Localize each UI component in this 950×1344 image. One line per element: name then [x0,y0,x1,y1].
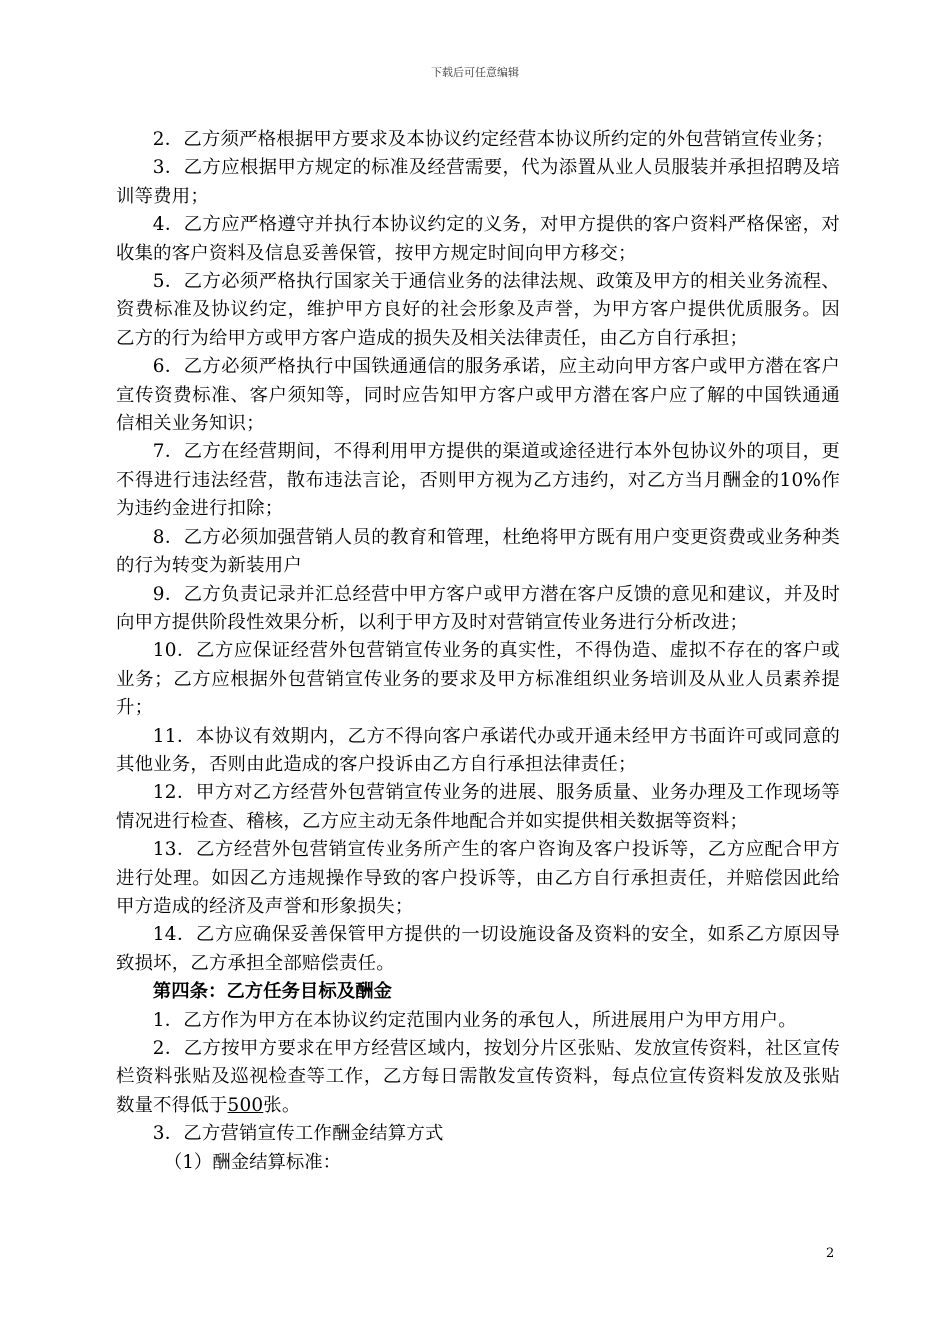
task-clause-2-tail: 张。 [263,1094,301,1116]
task-clause-2-text: 2．乙方按甲方要求在甲方经营区域内，按划分片区张贴、发放宣传资料，社区宣传栏资料张贴及巡视检查等工作，乙方每日需散发宣传资料，每点位宣传资料发放及张贴数量不得低于 [116,1038,840,1116]
clause-14: 14．乙方应确保妥善保管甲方提供的一切设施设备及资料的安全，如系乙方原因导致损坏，乙方承担全部赔偿责任。 [116,924,840,974]
page-header: 下载后可任意编辑 [431,66,519,79]
clause-13: 13．乙方经营外包营销宣传业务所产生的客户咨询及客户投诉等，乙方应配合甲方进行处理。如因乙方违规操作导致的客户投诉等，由乙方自行承担责任，并赔偿因此给甲方造成的经济及声誉和形象损失； [116,839,840,917]
section-heading: 第四条：乙方任务目标及酬金 [152,981,392,1003]
clause-9: 9．乙方负责记录并汇总经营中甲方客户或甲方潜在客户反馈的意见和建议，并及时向甲方提供阶段性效果分析，以利于甲方及时对营销宣传业务进行分析改进； [116,583,840,633]
clause-6: 6．乙方必须严格执行中国铁通通信的服务承诺，应主动向甲方客户或甲方潜在客户宣传资费标准、客户须知等，同时应告知甲方客户或甲方潜在客户应了解的中国铁通通信相关业务知识； [116,356,840,435]
task-clause-2 [116,1035,840,1120]
page-number: 2 [826,1246,835,1261]
task-clause-3: 3．乙方营销宣传工作酬金结算方式 [152,1123,444,1145]
clause-5: 5．乙方必须严格执行国家关于通信业务的法律法规、政策及甲方的相关业务流程、资费标准及协议约定，维护甲方良好的社会形象及声誉，为甲方客户提供优质服务。因乙方的行为给甲方或甲方客户造成的损失及相关法律责任，由乙方自行承担； [116,271,840,349]
document-body [116,126,840,1177]
task-clause-1: 1．乙方作为甲方在本协议约定范围内业务的承包人，所进展用户为甲方用户。 [152,1009,797,1031]
task-subclause-1: （1）酬金结算标准： [163,1151,342,1173]
clause-2: 2．乙方须严格根据甲方要求及本协议约定经营本协议所约定的外包营销宣传业务； [152,129,834,150]
clause-3: 3．乙方应根据甲方规定的标准及经营需要，代为添置从业人员服装并承担招聘及培训等费用； [116,157,840,207]
clause-12: 12．甲方对乙方经营外包营销宣传业务的进展、服务质量、业务办理及工作现场等情况进行检查、稽核，乙方应主动无条件地配合并如实提供相关数据等资料； [116,782,840,832]
clause-7: 7．乙方在经营期间，不得利用甲方提供的渠道或途径进行本外包协议外的项目，更不得进行违法经营，散布违法言论，否则甲方视为乙方违约，对乙方当月酬金的10%作为违约金进行扣除； [116,441,840,520]
min-quantity-value: 500 [227,1094,264,1116]
clause-8: 8．乙方必须加强营销人员的教育和管理，杜绝将甲方既有用户变更资费或业务种类的行为转变为新装用户 [116,526,840,577]
clause-4: 4．乙方应严格遵守并执行本协议约定的义务，对甲方提供的客户资料严格保密，对收集的客户资料及信息妥善保管，按甲方规定时间向甲方移交； [116,214,840,264]
clause-11: 11．本协议有效期内，乙方不得向客户承诺代办或开通未经甲方书面许可或同意的其他业务，否则由此造成的客户投诉由乙方自行承担法律责任； [116,725,840,775]
clause-10: 10．乙方应保证经营外包营销宣传业务的真实性，不得伪造、虚拟不存在的客户或业务；乙方应根据外包营销宣传业务的要求及甲方标准组织业务培训及从业人员素养提升； [116,640,840,719]
